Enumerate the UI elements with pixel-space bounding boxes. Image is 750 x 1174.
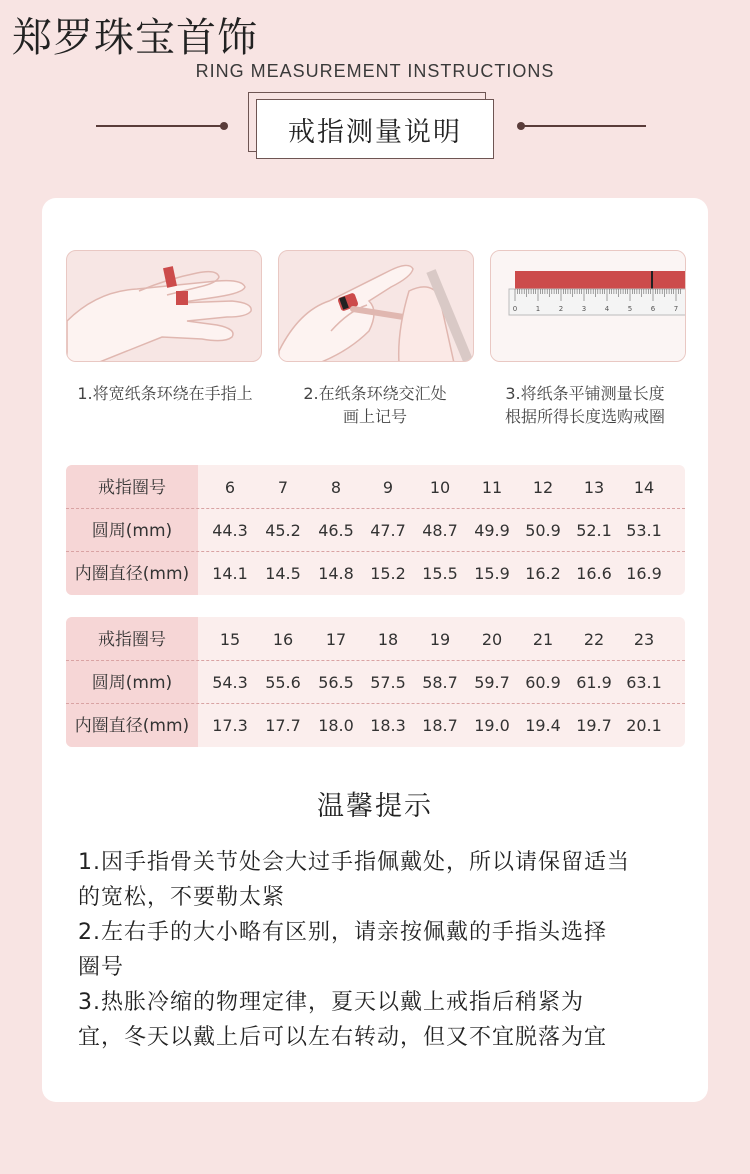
table-cell: 45.2 [265,521,301,540]
table-cell: 48.7 [422,521,458,540]
table-row-inner-diameter [66,705,685,747]
ruler-tick-label: 6 [650,305,656,313]
ruler-tick-label: 5 [627,305,633,313]
table-cell: 8 [330,478,342,497]
table-cell: 19.4 [525,716,561,735]
step-1-caption [50,382,280,405]
table-cell: 9 [382,478,394,497]
table-cell: 19 [429,630,451,649]
tip-1-line1: 1.因手指骨关节处会大过手指佩戴处，所以请保留适当 [78,850,630,875]
step-2-caption-line2: 画上记号 [342,407,407,426]
decor-dot-right [517,122,525,130]
table-row-label: 圆周(mm) [91,521,173,541]
tip-3-line2: 宜，冬天以戴上后可以左右转动，但又不宜脱落为宜 [78,1025,608,1050]
tip-2-line2: 圈号 [78,955,125,980]
brand-logo-text: 郑罗珠宝首饰 [12,15,258,61]
step-2-caption [260,382,490,428]
table-cell: 52.1 [576,521,612,540]
table-cell: 6 [224,478,236,497]
table-cell: 47.7 [370,521,406,540]
hand-marking-paper-icon [279,251,474,362]
table-cell: 18.0 [318,716,354,735]
subtitle: RING MEASUREMENT INSTRUCTIONS [195,61,555,81]
table-cell: 12 [532,478,554,497]
step-2-caption-line1: 2.在纸条环绕交汇处 [303,384,447,403]
table-cell: 21 [532,630,554,649]
table-cell: 13 [583,478,605,497]
table-cell: 54.3 [212,673,248,692]
size-table-1 [66,465,685,595]
table-cell: 18 [377,630,399,649]
table-cell: 17.3 [212,716,248,735]
table-cell: 22 [583,630,605,649]
table-row-size [66,619,685,661]
table-cell: 60.9 [525,673,561,692]
step-1-illustration [66,250,262,362]
table-cell: 58.7 [422,673,458,692]
table-cell: 57.5 [370,673,406,692]
ruler-tick-label: 7 [673,305,679,313]
page-title [256,99,494,159]
step-1-caption-line1: 1.将宽纸条环绕在手指上 [77,384,253,403]
size-table-2 [66,617,685,747]
ruler-measurement-icon [491,251,686,362]
decor-rule-left [96,125,222,127]
table-cell: 16.6 [576,564,612,583]
tips-title: 温馨提示 [317,791,433,822]
table-cell: 20 [481,630,503,649]
table-row-label: 戒指圈号 [98,630,166,650]
table-cell: 18.3 [370,716,406,735]
table-cell: 14.5 [265,564,301,583]
step-3-caption-line1: 3.将纸条平铺测量长度 [505,384,665,403]
tip-1-line2: 的宽松，不要勒太紧 [78,885,286,910]
ruler-tick-label: 2 [558,305,564,313]
decor-dot-left [220,122,228,130]
ruler-tick-label: 3 [581,305,587,313]
table-cell: 14 [633,478,655,497]
table-cell: 20.1 [626,716,662,735]
table-row-circumference [66,510,685,552]
table-cell: 17 [325,630,347,649]
tip-2-line1: 2.左右手的大小略有区别，请亲按佩戴的手指头选择 [78,920,607,945]
table-cell: 53.1 [626,521,662,540]
table-cell: 16.2 [525,564,561,583]
table-cell: 15.5 [422,564,458,583]
table-row-inner-diameter [66,553,685,595]
step-2-illustration [278,250,474,362]
table-cell: 59.7 [474,673,510,692]
table-cell: 7 [277,478,289,497]
step-3-caption [470,382,700,428]
table-cell: 46.5 [318,521,354,540]
decor-rule-right [520,125,646,127]
table-cell: 15.9 [474,564,510,583]
page-title-text: 戒指测量说明 [288,116,462,148]
table-row-circumference [66,662,685,704]
step-3-illustration [490,250,686,362]
table-row-label: 内圈直径(mm) [74,564,190,584]
step-3-caption-line2: 根据所得长度选购戒圈 [504,407,665,426]
table-cell: 16.9 [626,564,662,583]
ruler-tick-label: 4 [604,305,610,313]
table-cell: 50.9 [525,521,561,540]
table-cell: 19.7 [576,716,612,735]
table-cell: 49.9 [474,521,510,540]
table-cell: 44.3 [212,521,248,540]
table-cell: 15.2 [370,564,406,583]
hand-wrapping-paper-icon [67,251,262,362]
tip-1 [78,845,678,915]
ruler-tick-label: 1 [535,305,541,313]
table-cell: 19.0 [474,716,510,735]
table-cell: 63.1 [626,673,662,692]
table-cell: 11 [481,478,503,497]
table-cell: 14.8 [318,564,354,583]
table-cell: 16 [272,630,294,649]
tip-2 [78,915,678,985]
table-cell: 17.7 [265,716,301,735]
table-cell: 15 [219,630,241,649]
table-row-label: 戒指圈号 [98,478,166,498]
table-row-label: 内圈直径(mm) [74,716,190,736]
table-cell: 23 [633,630,655,649]
table-cell: 55.6 [265,673,301,692]
table-cell: 56.5 [318,673,354,692]
table-cell: 18.7 [422,716,458,735]
tip-3-line1: 3.热胀冷缩的物理定律，夏天以戴上戒指后稍紧为 [78,990,584,1015]
tip-3 [78,985,678,1055]
table-cell: 14.1 [212,564,248,583]
ruler-tick-label: 0 [512,305,518,313]
table-row-size [66,467,685,509]
table-row-label: 圆周(mm) [91,673,173,693]
table-cell: 10 [429,478,451,497]
table-cell: 61.9 [576,673,612,692]
